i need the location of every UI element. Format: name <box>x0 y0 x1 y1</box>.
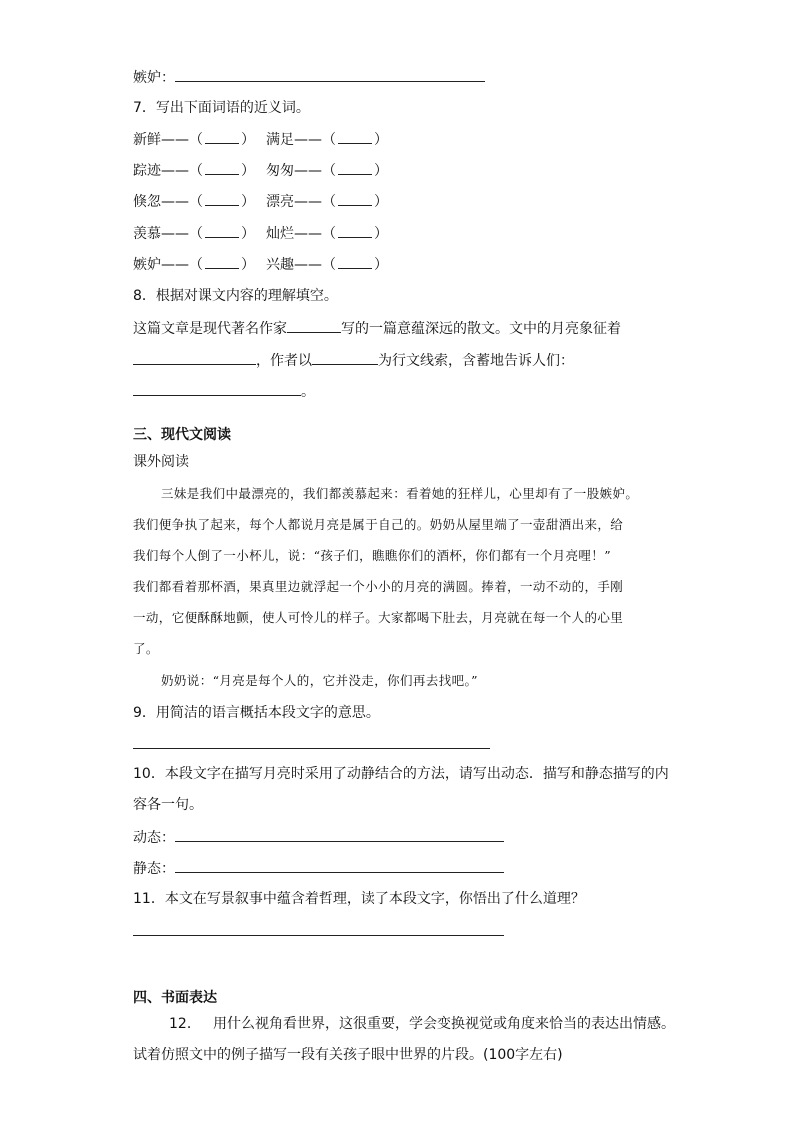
synonym-item <box>133 192 255 212</box>
synonym-dash: —— <box>161 163 189 179</box>
synonym-item <box>266 192 388 212</box>
right-paren: ） <box>374 257 388 273</box>
synonym-answer-blank[interactable] <box>205 224 239 238</box>
left-paren: （ <box>322 257 336 273</box>
synonym-dash: —— <box>161 194 189 210</box>
q8-text-5: 。 <box>301 384 315 400</box>
synonym-item <box>133 161 255 181</box>
q12-line-2: 试着仿照文中的例子描写一段有关孩子眼中世界的片段。(100字左右) <box>133 1047 563 1063</box>
right-paren: ） <box>241 194 255 210</box>
q6-jealousy-answer-blank[interactable] <box>175 67 485 82</box>
synonym-item <box>133 224 255 244</box>
synonym-item <box>266 161 388 181</box>
synonym-item <box>266 224 388 244</box>
passage-line: 了。 <box>133 641 159 656</box>
synonym-answer-blank[interactable] <box>338 192 372 206</box>
q7-title: 7．写出下面词语的近义词。 <box>133 100 310 116</box>
left-paren: （ <box>322 194 336 210</box>
synonym-word: 匆匆 <box>266 163 294 179</box>
q11-answer-line[interactable] <box>133 935 504 936</box>
right-paren: ） <box>241 226 255 242</box>
q8-author-blank[interactable] <box>287 318 341 333</box>
synonym-dash: —— <box>294 194 322 210</box>
q6-jealousy-label: 嫉妒： <box>133 70 175 86</box>
q8-line-2 <box>133 350 574 371</box>
synonym-word: 兴趣 <box>266 257 294 273</box>
passage-line: 我们每个人倒了一小杯儿，说：“孩子们，瞧瞧你们的酒杯，你们都有一个月亮哩！” <box>133 548 611 563</box>
q8-symbol-blank[interactable] <box>133 350 256 365</box>
synonym-dash: —— <box>161 257 189 273</box>
q12-line-1: 用什么视角看世界，这很重要，学会变换视觉或角度来恰当的表达出情感。 <box>213 1016 675 1032</box>
passage-line: 奶奶说：“月亮是每个人的，它并没走，你们再去找吧。” <box>161 673 478 688</box>
section3-subheading: 课外阅读 <box>133 454 189 470</box>
synonym-answer-blank[interactable] <box>338 224 372 238</box>
q8-clue-blank[interactable] <box>312 350 378 365</box>
synonym-answer-blank[interactable] <box>205 255 239 269</box>
q8-text-1: 这篇文章是现代著名作家 <box>133 321 287 337</box>
left-paren: （ <box>322 163 336 179</box>
synonym-dash: —— <box>161 132 189 148</box>
q8-meaning-blank[interactable] <box>133 381 301 396</box>
q10-dynamic-line <box>133 827 504 848</box>
left-paren: （ <box>189 163 203 179</box>
synonym-word: 新鲜 <box>133 132 161 148</box>
synonym-word: 漂亮 <box>266 194 294 210</box>
synonym-word: 嫉妒 <box>133 257 161 273</box>
left-paren: （ <box>189 194 203 210</box>
right-paren: ） <box>241 257 255 273</box>
passage-line: 一动，它便酥酥地颤，使人可怜儿的样子。大家都喝下肚去，月亮就在每一个人的心里 <box>133 610 624 625</box>
q8-text-3: ，作者以 <box>256 353 312 369</box>
synonym-word: 灿烂 <box>266 226 294 242</box>
synonym-dash: —— <box>294 257 322 273</box>
q9-answer-line[interactable] <box>133 748 490 749</box>
q10-static-line <box>133 858 504 879</box>
q10-line-2: 容各一句。 <box>133 797 203 813</box>
q6-jealousy-line <box>133 67 485 88</box>
q10-line-1: 10．本段文字在描写月亮时采用了动静结合的方法，请写出动态．描写和静态描写的内 <box>133 766 669 782</box>
right-paren: ） <box>374 194 388 210</box>
synonym-dash: —— <box>294 226 322 242</box>
synonym-answer-blank[interactable] <box>338 161 372 175</box>
q8-text-2: 写的一篇意蕴深远的散文。文中的月亮象征着 <box>341 321 621 337</box>
q8-line-3 <box>133 381 315 402</box>
synonym-word: 倏忽 <box>133 194 161 210</box>
q12-number: 12． <box>169 1016 201 1032</box>
synonym-word: 羡慕 <box>133 226 161 242</box>
synonym-answer-blank[interactable] <box>338 255 372 269</box>
passage-line: 我们便争执了起来，每个人都说月亮是属于自己的。奶奶从屋里端了一壶甜酒出来，给 <box>133 517 624 532</box>
left-paren: （ <box>322 226 336 242</box>
q10-static-label: 静态： <box>133 861 175 877</box>
synonym-word: 满足 <box>266 132 294 148</box>
passage-line: 我们都看着那杯酒，果真里边就浮起一个小小的月亮的满圆。捧着，一动不动的，手刚 <box>133 579 624 594</box>
synonym-item <box>133 255 255 275</box>
left-paren: （ <box>189 257 203 273</box>
synonym-dash: —— <box>294 163 322 179</box>
q10-dynamic-label: 动态： <box>133 830 175 846</box>
q10-static-blank[interactable] <box>175 858 504 873</box>
right-paren: ） <box>374 226 388 242</box>
synonym-word: 踪迹 <box>133 163 161 179</box>
synonym-item <box>266 130 388 150</box>
synonym-item <box>133 130 255 150</box>
section3-heading: 三、现代文阅读 <box>133 427 231 443</box>
right-paren: ） <box>374 163 388 179</box>
right-paren: ） <box>241 132 255 148</box>
synonym-dash: —— <box>294 132 322 148</box>
q8-text-4: 为行文线索，含蓄地告诉人们： <box>378 353 574 369</box>
q8-line-1 <box>133 318 621 339</box>
left-paren: （ <box>189 226 203 242</box>
q11-title: 11．本文在写景叙事中蕴含着哲理，读了本段文字，你悟出了什么道理？ <box>133 891 585 907</box>
passage-line: 三妹是我们中最漂亮的，我们都羡慕起来：看着她的狂样儿，心里却有了一股嫉妒。 <box>161 486 639 501</box>
right-paren: ） <box>241 163 255 179</box>
synonym-answer-blank[interactable] <box>338 130 372 144</box>
left-paren: （ <box>189 132 203 148</box>
left-paren: （ <box>322 132 336 148</box>
synonym-item <box>266 255 388 275</box>
q8-title: 8．根据对课文内容的理解填空。 <box>133 288 338 304</box>
q10-dynamic-blank[interactable] <box>175 827 504 842</box>
synonym-answer-blank[interactable] <box>205 161 239 175</box>
synonym-answer-blank[interactable] <box>205 130 239 144</box>
synonym-answer-blank[interactable] <box>205 192 239 206</box>
synonym-dash: —— <box>161 226 189 242</box>
right-paren: ） <box>374 132 388 148</box>
section4-heading: 四、书面表达 <box>133 990 217 1006</box>
q9-title: 9．用简洁的语言概括本段文字的意思。 <box>133 705 380 721</box>
